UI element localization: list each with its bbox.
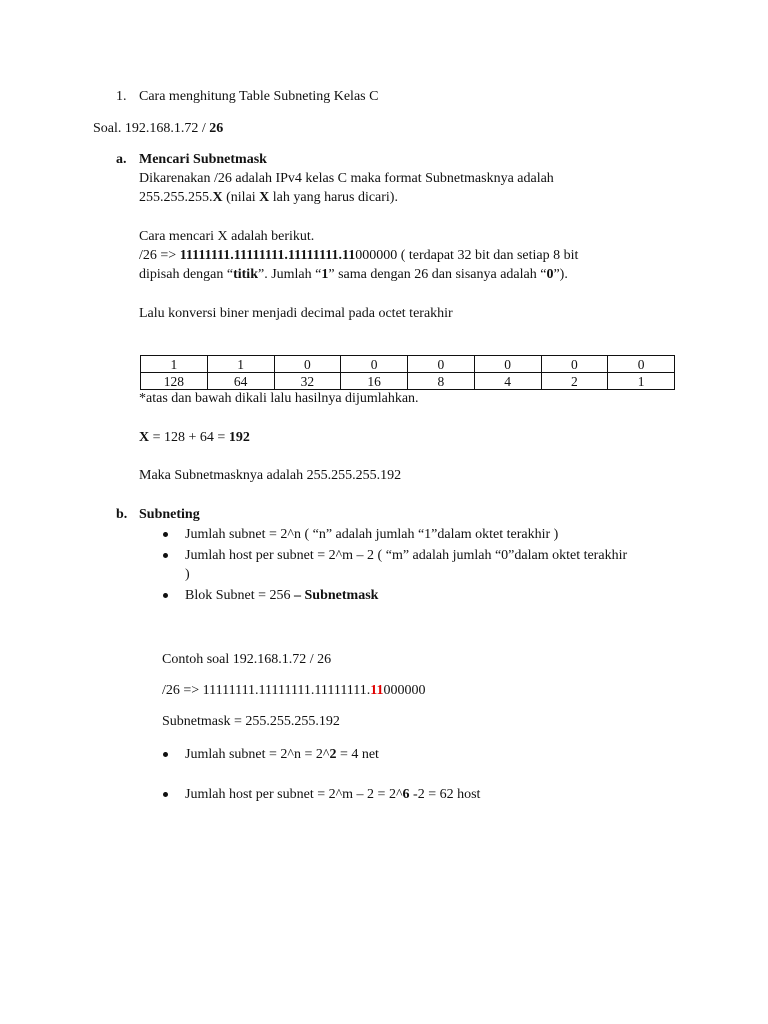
paragraph-a2-line2: /26 => 11111111.11111111.11111111.11000000 ( terdapat 32 bit dan setiap 8 bit <box>139 248 579 263</box>
bullet-blok-subnet: Blok Subnet = 256 – Subnetmask <box>185 588 379 603</box>
section-b-letter: b. <box>116 507 128 522</box>
bullet-jumlah-subnet: Jumlah subnet = 2^n ( “n” adalah jumlah “1”dalam oktet terakhir ) <box>185 527 559 542</box>
bullet-jumlah-host-line2: ) <box>185 567 190 582</box>
paragraph-a2-line1: Cara mencari X adalah berikut. <box>139 229 315 244</box>
table-row-bits <box>141 356 675 373</box>
paragraph-a3: Lalu konversi biner menjadi decimal pada octet terakhir <box>139 306 453 321</box>
table-cell: 0 <box>408 356 475 373</box>
table-cell: 2 <box>541 373 608 390</box>
table-cell: 128 <box>141 373 208 390</box>
table-cell: 1 <box>141 356 208 373</box>
highlighted-bits: 11 <box>370 683 384 698</box>
calculation-line: X = 128 + 64 = 192 <box>139 430 250 445</box>
example-subnetmask: Subnetmask = 255.255.255.192 <box>162 714 340 729</box>
binary-conversion-table <box>140 355 675 390</box>
bullet-icon <box>163 553 168 558</box>
bullet-icon <box>163 752 168 757</box>
table-row-weights <box>141 373 675 390</box>
section-a-title: Mencari Subnetmask <box>139 152 267 167</box>
document-heading: Cara menghitung Table Subneting Kelas C <box>139 89 379 104</box>
table-cell: 1 <box>207 356 274 373</box>
table-cell: 0 <box>274 356 341 373</box>
paragraph-a2-line3: dipisah dengan “titik”. Jumlah “1” sama dengan 26 dan sisanya adalah “0”). <box>139 267 568 282</box>
table-cell: 1 <box>608 373 675 390</box>
example-jumlah-subnet: Jumlah subnet = 2^n = 2^2 = 4 net <box>185 747 379 762</box>
table-cell: 16 <box>341 373 408 390</box>
table-cell: 8 <box>408 373 475 390</box>
example-title: Contoh soal 192.168.1.72 / 26 <box>162 652 332 667</box>
bullet-icon <box>163 532 168 537</box>
table-cell: 32 <box>274 373 341 390</box>
table-cell: 4 <box>474 373 541 390</box>
list-number: 1. <box>116 89 127 104</box>
soal-text: Soal. 192.168.1.72 / <box>93 121 210 136</box>
table-cell: 0 <box>608 356 675 373</box>
bullet-icon <box>163 593 168 598</box>
table-note: *atas dan bawah dikali lalu hasilnya dijumlahkan. <box>139 391 419 406</box>
table-cell: 0 <box>474 356 541 373</box>
soal-prefix-bold: 26 <box>209 121 224 136</box>
paragraph-a1-line1: Dikarenakan /26 adalah IPv4 kelas C maka format Subnetmasknya adalah <box>139 171 554 186</box>
table-cell: 64 <box>207 373 274 390</box>
paragraph-a1-line2: 255.255.255.X (nilai X lah yang harus dicari). <box>139 190 398 205</box>
subnetmask-result: Maka Subnetmasknya adalah 255.255.255.192 <box>139 468 402 483</box>
table-cell: 0 <box>541 356 608 373</box>
example-jumlah-host: Jumlah host per subnet = 2^m – 2 = 2^6 -2 = 62 host <box>185 787 481 802</box>
table-cell: 0 <box>341 356 408 373</box>
section-b-title: Subneting <box>139 507 200 522</box>
bullet-icon <box>163 792 168 797</box>
section-a-letter: a. <box>116 152 127 167</box>
soal-line <box>93 120 223 138</box>
example-binary: /26 => 11111111.11111111.11111111.11000000 <box>162 683 426 698</box>
bullet-jumlah-host-line1: Jumlah host per subnet = 2^m – 2 ( “m” adalah jumlah “0”dalam oktet terakhir <box>185 548 628 563</box>
